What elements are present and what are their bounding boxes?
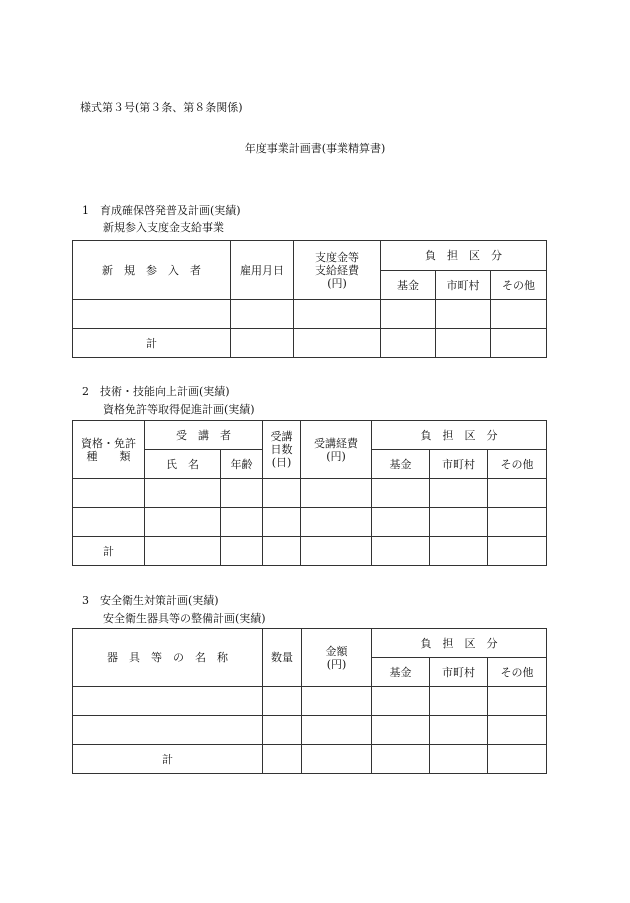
table-cell[interactable] (73, 716, 263, 745)
table-cell[interactable] (145, 479, 221, 508)
table-cell[interactable] (302, 716, 372, 745)
table-cell[interactable] (301, 508, 372, 537)
header-allowance-line2: 支給経費 (315, 263, 359, 277)
table-cell[interactable] (430, 479, 488, 508)
header-other: その他 (491, 271, 547, 300)
table-cell[interactable] (372, 687, 430, 716)
header-allowance-line3: (円) (327, 276, 347, 290)
header-allowance-cost (294, 241, 381, 300)
header-qualification-type (73, 421, 145, 479)
table-cell[interactable] (372, 716, 430, 745)
table-cell[interactable] (436, 300, 491, 329)
table-cell[interactable] (430, 687, 488, 716)
table-cell[interactable] (372, 479, 430, 508)
table-row (73, 300, 547, 329)
table-cell[interactable] (145, 508, 221, 537)
table-cell[interactable] (73, 508, 145, 537)
table-cell[interactable] (430, 537, 488, 566)
table-cell[interactable] (430, 716, 488, 745)
total-label: 計 (73, 329, 231, 358)
table-cell[interactable] (294, 300, 381, 329)
header-fund: 基金 (372, 658, 430, 687)
table-row (73, 716, 547, 745)
table-cell[interactable] (372, 745, 430, 774)
table-cell[interactable] (263, 745, 302, 774)
header-quantity: 数量 (263, 629, 302, 687)
table-cell[interactable] (488, 537, 547, 566)
section3-subheading: 安全衛生器具等の整備計画(実績) (103, 612, 266, 625)
header-fund: 基金 (381, 271, 436, 300)
table-row (73, 479, 547, 508)
section2-subheading: 資格免許等取得促進計画(実績) (103, 403, 255, 416)
header-qualification-line1: 資格・免許 (81, 436, 136, 450)
header-other: その他 (488, 658, 547, 687)
header-training-cost (301, 421, 372, 479)
table-cell[interactable] (73, 687, 263, 716)
table-row (73, 687, 547, 716)
table-cell[interactable] (436, 329, 491, 358)
table-cell[interactable] (231, 300, 294, 329)
table-cell[interactable] (430, 508, 488, 537)
table-cell[interactable] (488, 508, 547, 537)
total-row (73, 537, 547, 566)
header-cost-line2: (円) (326, 449, 346, 463)
header-trainee: 受 講 者 (145, 421, 263, 450)
header-days-line3: (日) (271, 456, 292, 469)
table-cell[interactable] (372, 537, 430, 566)
table-cell[interactable] (301, 537, 372, 566)
header-new-entrant: 新 規 参 入 者 (73, 241, 231, 300)
header-name: 氏 名 (145, 450, 221, 479)
table-cell[interactable] (372, 508, 430, 537)
header-fund: 基金 (372, 450, 430, 479)
header-days-line2: 日数 (270, 443, 293, 456)
header-amount-line2: (円) (326, 657, 347, 671)
table-cell[interactable] (302, 745, 372, 774)
header-amount (302, 629, 372, 687)
table-cell[interactable] (263, 716, 302, 745)
new-entrant-table (72, 240, 547, 358)
table-cell[interactable] (302, 687, 372, 716)
header-days-line1: 受講 (270, 430, 293, 443)
header-allowance-line1: 支度金等 (315, 250, 359, 264)
table-cell[interactable] (221, 537, 263, 566)
table-cell[interactable] (263, 537, 301, 566)
table-cell[interactable] (301, 479, 372, 508)
table-cell[interactable] (488, 745, 547, 774)
form-number: 様式第３号(第３条、第８条関係) (80, 101, 243, 114)
document-title: 年度事業計画書(事業精算書) (244, 142, 386, 155)
table-cell[interactable] (263, 687, 302, 716)
section1-subheading: 新規参入支度金支給事業 (103, 221, 224, 234)
table-cell[interactable] (231, 329, 294, 358)
header-equipment-name: 器 具 等 の 名 称 (73, 629, 263, 687)
section2-heading: 2 技術・技能向上計画(実績) (82, 385, 230, 398)
section3-heading: 3 安全衛生対策計画(実績) (82, 594, 219, 607)
qualification-table (72, 420, 547, 566)
header-training-days (263, 421, 301, 479)
table-cell[interactable] (294, 329, 381, 358)
table-cell[interactable] (221, 508, 263, 537)
header-age: 年齢 (221, 450, 263, 479)
total-row (73, 329, 547, 358)
table-cell[interactable] (430, 745, 488, 774)
section1-heading: 1 育成確保啓発普及計画(実績) (82, 204, 241, 217)
table-cell[interactable] (488, 716, 547, 745)
safety-equipment-table (72, 628, 547, 774)
header-employment-date: 雇用月日 (231, 241, 294, 300)
total-label: 計 (73, 537, 145, 566)
header-qualification-line2: 種 類 (86, 449, 131, 463)
total-row (73, 745, 547, 774)
table-cell[interactable] (221, 479, 263, 508)
table-cell[interactable] (381, 300, 436, 329)
table-cell[interactable] (488, 687, 547, 716)
header-burden-category: 負 担 区 分 (372, 421, 547, 450)
table-cell[interactable] (145, 537, 221, 566)
header-municipality: 市町村 (430, 450, 488, 479)
header-cost-line1: 受講経費 (314, 436, 358, 450)
header-burden-category: 負 担 区 分 (372, 629, 547, 658)
header-municipality: 市町村 (430, 658, 488, 687)
header-amount-line1: 金額 (325, 644, 348, 658)
header-burden-category: 負 担 区 分 (381, 241, 547, 271)
table-row (73, 508, 547, 537)
table-cell[interactable] (488, 479, 547, 508)
table-cell[interactable] (73, 300, 231, 329)
header-municipality: 市町村 (436, 271, 491, 300)
table-cell[interactable] (381, 329, 436, 358)
table-cell[interactable] (491, 329, 547, 358)
table-cell[interactable] (263, 479, 301, 508)
table-cell[interactable] (73, 479, 145, 508)
table-cell[interactable] (491, 300, 547, 329)
total-label: 計 (73, 745, 263, 774)
header-other: その他 (488, 450, 547, 479)
table-cell[interactable] (263, 508, 301, 537)
